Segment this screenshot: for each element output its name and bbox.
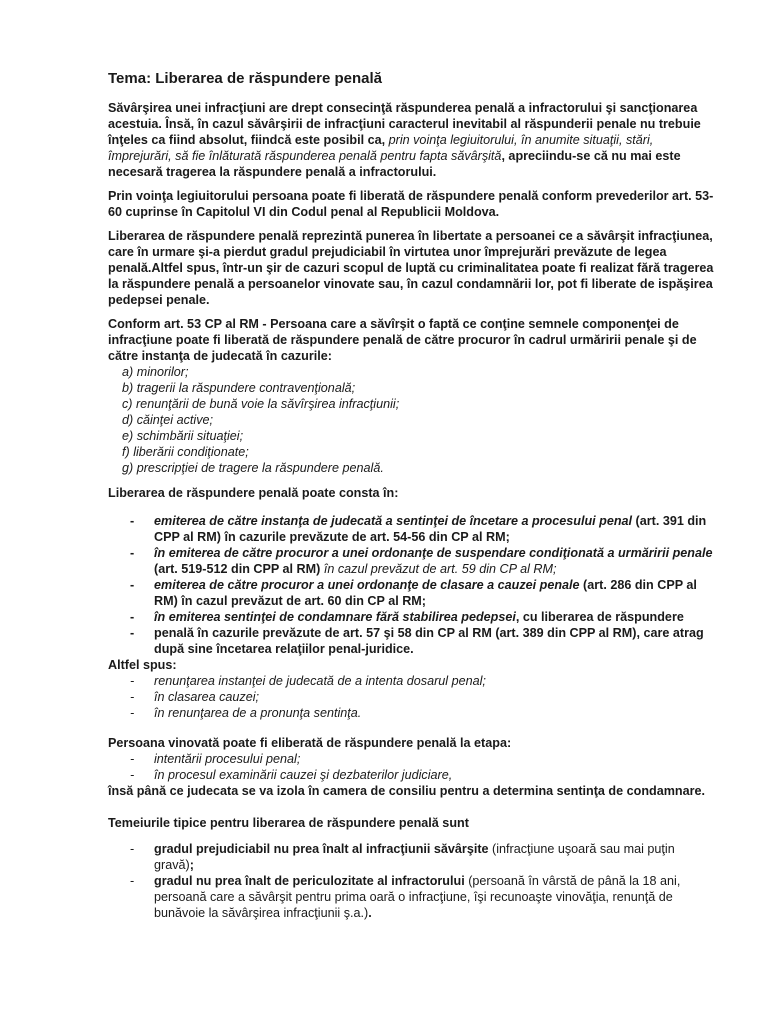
list-item: f) liberării condiţionate; [122, 445, 249, 459]
list-item: b) tragerii la răspundere contravenţională; [122, 381, 356, 395]
list-item: - emiterea de către instanţa de judecată a sentinţei de încetare a procesului penal (art. 391 din CPP al RM) în cazurile prevăzute de art. 54-56 din CP al RM; [108, 513, 718, 545]
list-item: - în procesul examinării cauzei şi dezbaterilor judiciare, [108, 767, 718, 783]
list-item: - gradul prejudiciabil nu prea înalt al infracţiunii săvârşite (infracţiune uşoară sau mai puţin gravă); [108, 841, 718, 873]
paragraph-etapa: Persoana vinovată poate fi eliberată de răspundere penală la etapa: [108, 736, 512, 750]
intro-text-a: Săvârşirea unei infracţiuni are drept consecinţă răspunderea penală a infractorului şi sancţionarea acestuia. Însă, în cazul săvârşirii de infracţiuni caracterul inevitabil al răspunderii penale nu trebuie înţeles ca fiind absolut, fiindcă este posibil ca, [108, 101, 701, 147]
paragraph-legislation: Prin voinţa legiuitorului persoana poate fi liberată de răspundere penală conform prevederilor art. 53-60 cuprinse în Capitolul VI din Codul penal al Republicii Moldova. [108, 189, 714, 219]
paragraph-consiliu: însă până ce judecata se va izola în camera de consiliu pentru a determina sentinţa de condamnare. [108, 784, 706, 798]
paragraph-art53: Conform art. 53 CP al RM - Persoana care a săvîrşit o faptă ce conţine semnele componenţei de infracţiune poate fi liberată de răspundere penală de către procuror în cadrul urmăririi penale şi de către instanţa de judecată în cazurile: [108, 317, 697, 363]
etapa-list [108, 751, 718, 783]
spacer [108, 807, 718, 815]
consta-list [108, 513, 718, 657]
list-item: - intentării procesului penal; [108, 751, 718, 767]
temeiuri-list [108, 841, 718, 921]
altfel-label: Altfel spus: [108, 658, 177, 672]
cases-list [122, 364, 718, 476]
altfel-list [108, 673, 718, 721]
paragraph-consta: Liberarea de răspundere penală poate consta în: [108, 486, 399, 500]
list-item: d) căinţei active; [122, 413, 213, 427]
page-title: Tema: Liberarea de răspundere penală [108, 70, 382, 87]
intro-text-italic: prin voinţa legiuitorului, în anumite situaţii, stări, împrejurări, să fie înlăturată răspunderea penală pentru fapta săvârşită [108, 133, 654, 163]
paragraph-definition: Liberarea de răspundere penală reprezintă punerea în libertate a persoanei ce a săvârşit infracţiunea, care în urmare şi-a pierdut gradul prejudiciabil în virtutea unor împrejurări prevăzute de legea penală.Altfel spus, într-un şir de cazuri scopul de luptă cu criminalitatea poate fi realizat fără tragerea la răspundere penală a persoanelor vinovate sau, în cazul condamnării lor, pot fi liberate de ispăşirea pedepsei penale. [108, 229, 714, 307]
list-item: - gradul nu prea înalt de periculozitate al infractorului (persoană în vârstă de până la 18 ani, persoană care a săvârşit pentru prima oară o infracţiune, îşi recunoaşte vinovăţia, renunţă de bunăvoie la săvârşirea infracţiunii ş.a.). [108, 873, 718, 921]
list-item: - în emiterea de către procuror a unei ordonanţe de suspendare condiţionată a urmăririi penale (art. 519-512 din CPP al RM) în cazul prevăzut de art. 59 din CP al RM; [108, 545, 718, 577]
list-item: - în clasarea cauzei; [108, 689, 718, 705]
paragraph-intro [108, 100, 718, 180]
document-page [108, 70, 718, 921]
paragraph-temeiuri: Temeiurile tipice pentru liberarea de răspundere penală sunt [108, 816, 469, 830]
list-item: a) minorilor; [122, 365, 189, 379]
list-item: - penală în cazurile prevăzute de art. 57 şi 58 din CP al RM (art. 389 din CPP al RM), care atrag după sine încetarea relaţiilor penal-juridice. [108, 625, 718, 657]
intro-text-c: , apreciindu-se că nu mai este necesară tragerea la răspundere penală a infractorului. [108, 149, 681, 179]
list-item: c) renunţării de bună voie la săvîrşirea infracţiunii; [122, 397, 400, 411]
list-item: e) schimbării situaţiei; [122, 429, 244, 443]
list-item: - renunţarea instanţei de judecată de a intenta dosarul penal; [108, 673, 718, 689]
list-item: - emiterea de către procuror a unei ordonanţe de clasare a cauzei penale (art. 286 din CPP al RM) în cazul prevăzut de art. 60 din CP al RM; [108, 577, 718, 609]
list-item: - în emiterea sentinţei de condamnare fără stabilirea pedepsei, cu liberarea de răspundere [108, 609, 718, 625]
list-item: - în renunţarea de a pronunţa sentinţa. [108, 705, 718, 721]
list-item: g) prescripţiei de tragere la răspundere penală. [122, 461, 384, 475]
spacer [108, 721, 718, 735]
